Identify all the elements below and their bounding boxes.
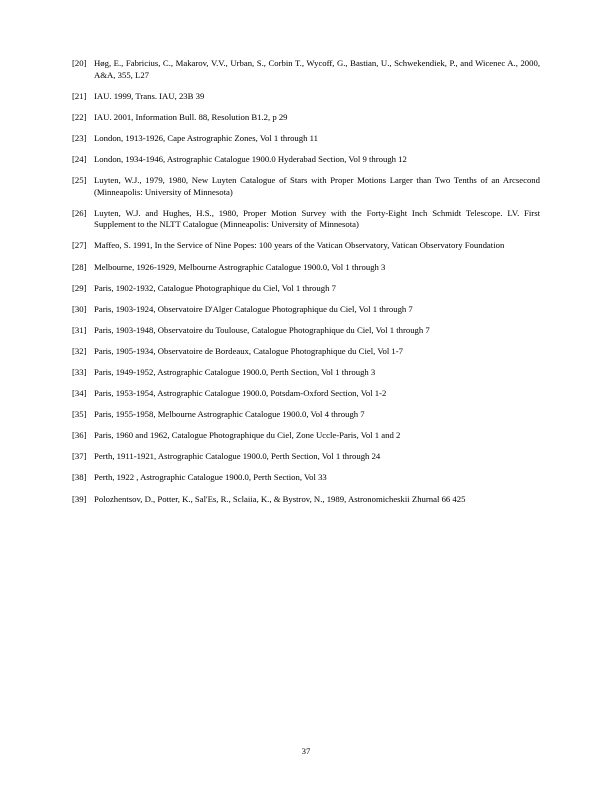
reference-label: [34] <box>72 388 87 399</box>
reference-text: Paris, 1949-1952, Astrographic Catalogue 1900.0, Perth Section, Vol 1 through 3 <box>94 367 376 377</box>
reference-label: [21] <box>72 90 87 101</box>
reference-text: IAU. 1999, Trans. IAU, 23B 39 <box>94 90 205 101</box>
reference-entry <box>72 112 540 124</box>
reference-entry <box>72 472 540 484</box>
reference-text: Maffeo, S. 1991, In the Service of Nine Popes: 100 years of the Vatican Observatory, Vatican Observatory Foundation <box>94 240 505 251</box>
reference-text: Paris, 1905-1934, Observatoire de Bordeaux, Catalogue Photographique du Ciel, Vol 1-7 <box>94 345 403 356</box>
reference-label: [26] <box>72 207 87 218</box>
page-number: 37 <box>301 746 311 756</box>
reference-label: [33] <box>72 367 87 377</box>
reference-label: [38] <box>72 472 87 483</box>
reference-text: Paris, 1953-1954, Astrographic Catalogue 1900.0, Potsdam-Oxford Section, Vol 1-2 <box>94 388 387 399</box>
reference-entry <box>72 208 540 231</box>
reference-text: IAU. 2001, Information Bull. 88, Resolution B1.2, p 29 <box>94 111 288 122</box>
reference-list <box>72 58 540 505</box>
reference-entry <box>72 262 540 274</box>
reference-label: [35] <box>72 409 87 420</box>
reference-text: London, 1934-1946, Astrographic Catalogue 1900.0 Hyderabad Section, Vol 9 through 12 <box>94 153 407 164</box>
reference-entry <box>72 175 540 198</box>
reference-label: [37] <box>72 451 87 462</box>
reference-entry <box>72 133 540 145</box>
reference-text: Luyten, W.J. and Hughes, H.S., 1980, Proper Motion Survey with the Forty-Eight Inch Schmidt Telescope. LV. First Supplement to the NLTT Catalogue (Minneapolis: University of Minnesota) <box>94 207 540 230</box>
reference-label: [25] <box>72 175 87 186</box>
reference-label: [36] <box>72 430 87 441</box>
reference-entry <box>72 283 540 295</box>
reference-entry <box>72 367 540 379</box>
reference-label: [29] <box>72 282 87 293</box>
reference-entry <box>72 494 540 506</box>
reference-label: [32] <box>72 345 87 356</box>
reference-entry <box>72 430 540 442</box>
reference-text: Polozhentsov, D., Potter, K., Sal'Es, R., Sclaiia, K., & Bystrov, N., 1989, Astronomicheskii Zhurnal 66 425 <box>94 493 466 504</box>
reference-text: Paris, 1903-1924, Observatoire D'Alger Catalogue Photographique du Ciel, Vol 1 through 7 <box>94 303 413 314</box>
reference-entry <box>72 409 540 421</box>
reference-text: Luyten, W.J., 1979, 1980, New Luyten Catalogue of Stars with Proper Motions Larger than Two Tenths of an Arcsecond (Minneapolis: University of Minnesota) <box>94 175 540 197</box>
reference-text: Melbourne, 1926-1929, Melbourne Astrographic Catalogue 1900.0, Vol 1 through 3 <box>94 261 386 272</box>
reference-text: London, 1913-1926, Cape Astrographic Zones, Vol 1 through 11 <box>94 132 319 143</box>
reference-entry <box>72 346 540 358</box>
reference-label: [39] <box>72 493 87 504</box>
reference-text: Perth, 1922 , Astrographic Catalogue 1900.0, Perth Section, Vol 33 <box>94 472 327 483</box>
reference-label: [24] <box>72 153 87 164</box>
reference-text: Paris, 1902-1932, Catalogue Photographique du Ciel, Vol 1 through 7 <box>94 282 336 293</box>
reference-label: [23] <box>72 132 87 143</box>
reference-label: [28] <box>72 261 87 272</box>
reference-entry <box>72 58 540 81</box>
reference-entry <box>72 304 540 316</box>
reference-label: [30] <box>72 303 87 314</box>
reference-text: Paris, 1955-1958, Melbourne Astrographic Catalogue 1900.0, Vol 4 through 7 <box>94 409 365 420</box>
reference-text: Perth, 1911-1921, Astrographic Catalogue 1900.0, Perth Section, Vol 1 through 24 <box>94 451 381 462</box>
reference-entry <box>72 240 540 252</box>
reference-text: Paris, 1960 and 1962, Catalogue Photographique du Ciel, Zone Uccle-Paris, Vol 1 and 2 <box>94 430 401 441</box>
reference-entry <box>72 388 540 400</box>
reference-label: [20] <box>72 58 87 68</box>
reference-label: [22] <box>72 111 87 122</box>
reference-label: [31] <box>72 324 87 335</box>
reference-entry <box>72 451 540 463</box>
reference-entry <box>72 154 540 166</box>
reference-text: Paris, 1903-1948, Observatoire du Toulouse, Catalogue Photographique du Ciel, Vol 1 through 7 <box>94 324 430 335</box>
reference-text: Høg, E., Fabricius, C., Makarov, V.V., Urban, S., Corbin T., Wycoff, G., Bastian, U., Schwekendiek, P., and Wicenec A., 2000, A&A, 355, L27 <box>94 58 540 80</box>
reference-entry <box>72 325 540 337</box>
reference-entry <box>72 91 540 103</box>
reference-label: [27] <box>72 240 87 251</box>
